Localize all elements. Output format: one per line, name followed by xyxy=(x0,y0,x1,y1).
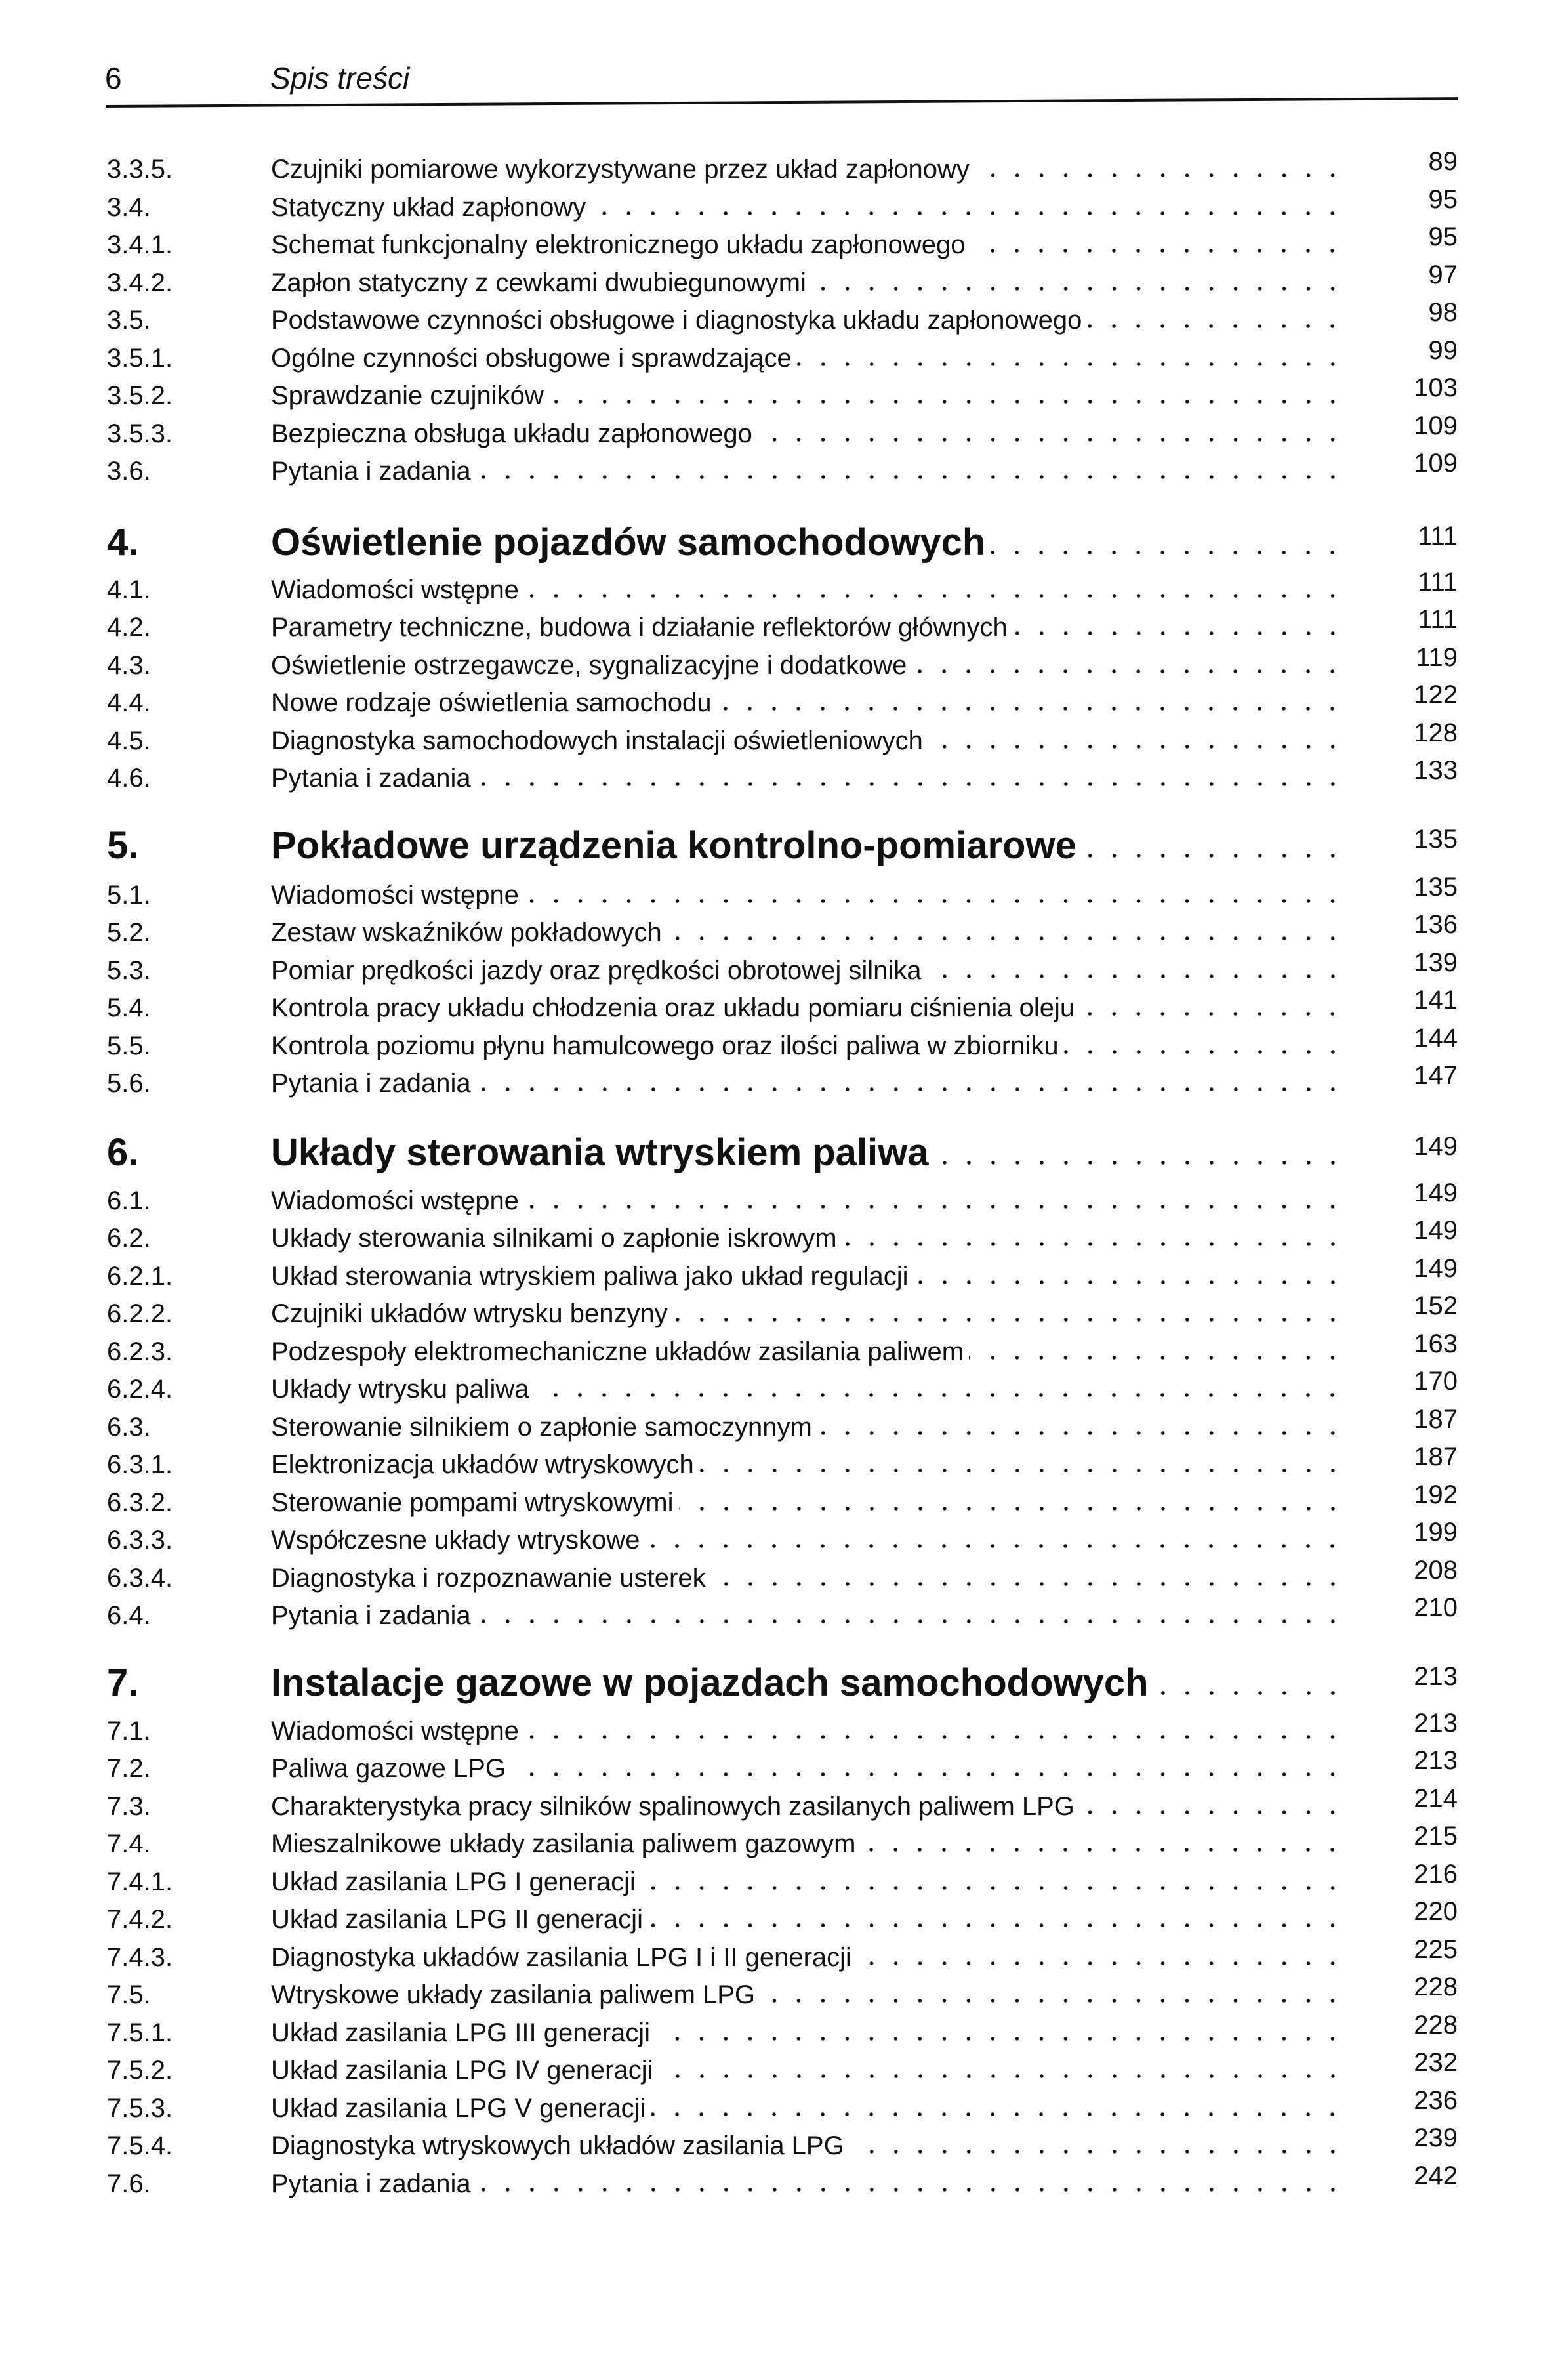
entry-title: Elektronizacja układów wtryskowych xyxy=(271,1450,694,1479)
entry-title: Podzespoły elektromechaniczne układów zasilania paliwem xyxy=(271,1337,964,1366)
entry-number: 4.1. xyxy=(107,575,151,604)
dot-leader xyxy=(648,1923,1345,1927)
entry-number: 7.4. xyxy=(107,1829,151,1858)
entry-number: 7.4.3. xyxy=(107,1943,173,1972)
dot-leader xyxy=(1080,1810,1345,1814)
entry-number: 6.2.4. xyxy=(107,1375,173,1404)
entry-title: Czujniki pomiarowe wykorzystywane przez układ zapłonowy xyxy=(271,155,970,184)
toc-entry[interactable] xyxy=(107,568,1458,606)
entry-page: 163 xyxy=(1414,1329,1458,1358)
dot-leader xyxy=(711,1582,1345,1586)
entry-page: 95 xyxy=(1428,185,1458,214)
toc-entry[interactable] xyxy=(107,2086,1458,2124)
dot-leader xyxy=(861,1848,1345,1852)
entry-number: 3.5.3. xyxy=(107,419,173,448)
entry-number: 7.2. xyxy=(107,1754,151,1783)
entry-page: 216 xyxy=(1414,1860,1458,1889)
dot-leader xyxy=(1151,1691,1345,1695)
entry-number: 6.2.1. xyxy=(107,1262,173,1291)
dot-leader xyxy=(659,2074,1345,2078)
dot-leader xyxy=(476,2188,1345,2192)
entry-page: 149 xyxy=(1414,1179,1458,1207)
entry-number: 3.4. xyxy=(107,193,151,222)
entry-title: Kontrola pracy układu chłodzenia oraz układu pomiaru ciśnienia oleju xyxy=(271,993,1075,1022)
entry-page: 89 xyxy=(1428,147,1458,176)
entry-page: 152 xyxy=(1414,1291,1458,1320)
entry-page: 192 xyxy=(1414,1480,1458,1509)
chapter-number: 5. xyxy=(107,824,139,867)
toc-entry[interactable] xyxy=(107,948,1458,986)
chapter-title: Pokładowe urządzenia kontrolno-pomiarowe xyxy=(271,824,1076,867)
entry-number: 7.4.2. xyxy=(107,1905,173,1934)
chapter-number: 4. xyxy=(107,521,139,564)
dot-leader xyxy=(651,2112,1345,2116)
running-header-title: Spis treści xyxy=(270,61,410,95)
entry-title: Układ sterowania wtryskiem paliwa jako układ regulacji xyxy=(271,1262,909,1291)
entry-title: Schemat funkcjonalny elektronicznego układu zapłonowego xyxy=(271,230,966,259)
header-rule xyxy=(106,97,1458,108)
chapter-title: Układy sterowania wtryskiem paliwa xyxy=(271,1131,929,1174)
dot-leader xyxy=(476,1619,1345,1623)
entry-title: Wiadomości wstępne xyxy=(271,575,519,604)
toc-entry[interactable] xyxy=(107,411,1458,449)
dot-leader xyxy=(927,974,1345,978)
dot-leader xyxy=(679,1507,1345,1511)
entry-number: 6.3.4. xyxy=(107,1564,173,1593)
entry-number: 4.3. xyxy=(107,651,151,680)
toc-entry[interactable] xyxy=(107,2048,1458,2086)
dot-leader xyxy=(1013,631,1345,635)
entry-number: 6.3.2. xyxy=(107,1488,173,1517)
entry-number: 4.6. xyxy=(107,764,151,793)
entry-page: 128 xyxy=(1414,719,1458,747)
entry-page: 199 xyxy=(1414,1518,1458,1547)
toc-entry[interactable] xyxy=(107,2011,1458,2049)
toc-entry[interactable] xyxy=(107,680,1458,719)
entry-page: 232 xyxy=(1414,2048,1458,2077)
dot-leader xyxy=(932,1161,1345,1165)
toc-entry[interactable] xyxy=(107,1556,1458,1594)
entry-page: 99 xyxy=(1428,336,1458,365)
dot-leader xyxy=(667,936,1345,940)
toc-entry[interactable] xyxy=(107,1822,1458,1860)
entry-title: Układ zasilania LPG V generacji xyxy=(271,2094,646,2123)
entry-title: Podstawowe czynności obsługowe i diagnostyka układu zapłonowego xyxy=(271,306,1082,335)
entry-title: Układy wtrysku paliwa xyxy=(271,1375,529,1404)
entry-page: 119 xyxy=(1416,643,1458,672)
entry-title: Układ zasilania LPG III generacji xyxy=(271,2018,651,2047)
toc-entry[interactable] xyxy=(107,1480,1458,1518)
entry-title: Oświetlenie ostrzegawcze, sygnalizacyjne i dodatkowe xyxy=(271,651,907,680)
dot-leader xyxy=(797,362,1345,366)
dot-leader xyxy=(476,782,1345,786)
entry-title: Zapłon statyczny z cewkami dwubiegunowymi xyxy=(271,268,806,297)
dot-leader xyxy=(645,1544,1345,1548)
entry-page: 136 xyxy=(1414,910,1458,939)
entry-page: 109 xyxy=(1414,449,1458,478)
dot-leader xyxy=(760,1999,1345,2003)
entry-title: Czujniki układów wtrysku benzyny xyxy=(271,1299,668,1328)
entry-number: 5.5. xyxy=(107,1032,151,1060)
entry-page: 141 xyxy=(1414,986,1458,1014)
toc-entry[interactable] xyxy=(107,222,1458,261)
entry-title: Układ zasilania LPG IV generacji xyxy=(271,2056,653,2085)
entry-page: 133 xyxy=(1414,756,1458,785)
entry-title: Ogólne czynności obsługowe i sprawdzające xyxy=(271,344,792,373)
entry-title: Wiadomości wstępne xyxy=(271,1186,519,1215)
toc-entry[interactable] xyxy=(107,643,1458,681)
dot-leader xyxy=(857,1961,1345,1965)
dot-leader xyxy=(476,475,1345,479)
entry-title: Diagnostyka wtryskowych układów zasilania LPG xyxy=(271,2131,844,2160)
toc-entry[interactable] xyxy=(107,1061,1458,1099)
entry-page: 215 xyxy=(1414,1822,1458,1850)
entry-title: Współczesne układy wtryskowe xyxy=(271,1526,640,1555)
toc-chapter-7[interactable] xyxy=(107,1661,1458,1705)
entry-page: 111 xyxy=(1418,568,1458,596)
entry-page: 220 xyxy=(1414,1897,1458,1926)
toc-entry[interactable] xyxy=(107,1935,1458,1973)
toc-entry[interactable] xyxy=(107,756,1458,794)
entry-number: 5.6. xyxy=(107,1069,151,1098)
entry-page: 135 xyxy=(1414,873,1458,902)
toc-entry[interactable] xyxy=(107,147,1458,185)
chapter-page: 135 xyxy=(1414,825,1458,854)
dot-leader xyxy=(912,669,1345,673)
chapter-title: Instalacje gazowe w pojazdach samochodowych xyxy=(271,1661,1149,1704)
dot-leader xyxy=(591,211,1345,215)
toc-chapter-4[interactable] xyxy=(107,521,1458,564)
entry-number: 3.5. xyxy=(107,306,151,335)
entry-title: Bezpieczna obsługa układu zapłonowego xyxy=(271,419,752,448)
toc-entry[interactable] xyxy=(107,986,1458,1024)
toc-entry[interactable] xyxy=(107,1518,1458,1556)
chapter-page: 149 xyxy=(1414,1132,1458,1161)
entry-number: 7.1. xyxy=(107,1717,151,1745)
entry-title: Mieszalnikowe układy zasilania paliwem gazowym xyxy=(271,1829,856,1858)
entry-number: 6.1. xyxy=(107,1186,151,1215)
dot-leader xyxy=(699,1469,1345,1472)
entry-page: 144 xyxy=(1414,1024,1458,1053)
entry-number: 6.2.2. xyxy=(107,1299,173,1328)
entry-page: 111 xyxy=(1418,605,1458,634)
entry-page: 149 xyxy=(1414,1216,1458,1245)
entry-page: 103 xyxy=(1414,373,1458,402)
toc-entry[interactable] xyxy=(107,1367,1458,1405)
page-number: 6 xyxy=(105,61,122,95)
entry-title: Wiadomości wstępne xyxy=(271,881,519,909)
toc-entry[interactable] xyxy=(107,873,1458,911)
toc-entry[interactable] xyxy=(107,1709,1458,1747)
entry-page: 225 xyxy=(1414,1935,1458,1964)
dot-leader xyxy=(811,287,1345,291)
entry-number: 7.5. xyxy=(107,1980,151,2009)
toc-entry[interactable] xyxy=(107,719,1458,757)
toc-entry[interactable] xyxy=(107,2161,1458,2200)
entry-number: 7.5.2. xyxy=(107,2056,173,2085)
entry-number: 7.3. xyxy=(107,1792,151,1821)
dot-leader xyxy=(970,249,1345,253)
chapter-title: Oświetlenie pojazdów samochodowych xyxy=(271,521,986,564)
dot-leader xyxy=(914,1280,1345,1284)
dot-leader xyxy=(511,1772,1345,1776)
dot-leader xyxy=(1064,1050,1345,1054)
entry-number: 4.4. xyxy=(107,688,151,717)
entry-number: 3.5.2. xyxy=(107,381,173,410)
entry-title: Parametry techniczne, budowa i działanie reflektorów głównych xyxy=(271,613,1008,642)
entry-page: 239 xyxy=(1414,2123,1458,2152)
toc-entry[interactable] xyxy=(107,1746,1458,1784)
dot-leader xyxy=(988,551,1345,554)
toc-entry[interactable] xyxy=(107,1897,1458,1935)
entry-page: 139 xyxy=(1414,948,1458,977)
toc-entry[interactable] xyxy=(107,1973,1458,2011)
entry-title: Kontrola poziomu płynu hamulcowego oraz ilości paliwa w zbiorniku xyxy=(271,1032,1059,1060)
toc-entry[interactable] xyxy=(107,1216,1458,1254)
entry-number: 6.3.3. xyxy=(107,1526,173,1555)
entry-number: 3.4.1. xyxy=(107,230,173,259)
entry-title: Wiadomości wstępne xyxy=(271,1717,519,1745)
toc-entry[interactable] xyxy=(107,605,1458,643)
entry-title: Diagnostyka układów zasilania LPG I i II generacji xyxy=(271,1943,851,1972)
dot-leader xyxy=(524,1205,1345,1209)
dot-leader xyxy=(1080,1012,1345,1016)
entry-number: 6.3.1. xyxy=(107,1450,173,1479)
entry-page: 187 xyxy=(1414,1405,1458,1434)
entry-title: Charakterystyka pracy silników spalinowych zasilanych paliwem LPG xyxy=(271,1792,1075,1821)
entry-title: Sprawdzanie czujników xyxy=(271,381,544,410)
entry-page: 95 xyxy=(1428,222,1458,251)
entry-page: 242 xyxy=(1414,2161,1458,2190)
toc-entry[interactable] xyxy=(107,910,1458,948)
toc-chapter-5[interactable] xyxy=(107,824,1458,867)
chapter-page: 213 xyxy=(1414,1662,1458,1691)
entry-number: 3.4.2. xyxy=(107,268,173,297)
entry-title: Układ zasilania LPG I generacji xyxy=(271,1868,636,1896)
entry-page: 214 xyxy=(1414,1784,1458,1813)
entry-title: Zestaw wskaźników pokładowych xyxy=(271,918,662,947)
entry-page: 187 xyxy=(1414,1442,1458,1471)
entry-page: 98 xyxy=(1428,298,1458,327)
dot-leader xyxy=(641,1886,1345,1890)
chapter-number: 7. xyxy=(107,1661,139,1704)
dot-leader xyxy=(524,1735,1345,1739)
entry-number: 3.3.5. xyxy=(107,155,173,184)
toc-entry[interactable] xyxy=(107,1024,1458,1062)
toc-entry[interactable] xyxy=(107,1442,1458,1480)
dot-leader xyxy=(842,1242,1345,1246)
dot-leader xyxy=(476,1087,1345,1091)
entry-title: Układ zasilania LPG II generacji xyxy=(271,1905,643,1934)
entry-number: 5.2. xyxy=(107,918,151,947)
entry-title: Pytania i zadania xyxy=(271,1601,471,1630)
entry-number: 5.1. xyxy=(107,881,151,909)
toc-entry[interactable] xyxy=(107,336,1458,374)
toc-entry[interactable] xyxy=(107,261,1458,299)
entry-number: 3.6. xyxy=(107,457,151,486)
toc-entry[interactable] xyxy=(107,298,1458,336)
dot-leader xyxy=(975,173,1345,177)
dot-leader xyxy=(928,745,1345,749)
entry-number: 5.3. xyxy=(107,956,151,985)
entry-title: Statyczny układ zapłonowy xyxy=(271,193,586,222)
entry-number: 6.2. xyxy=(107,1224,151,1253)
toc-entry[interactable] xyxy=(107,1179,1458,1217)
entry-title: Wtryskowe układy zasilania paliwem LPG xyxy=(271,1980,756,2009)
entry-title: Paliwa gazowe LPG xyxy=(271,1754,506,1783)
chapter-page: 111 xyxy=(1418,522,1458,551)
dot-leader xyxy=(716,707,1345,711)
dot-leader xyxy=(549,400,1345,404)
entry-number: 4.5. xyxy=(107,726,151,755)
entry-number: 7.4.1. xyxy=(107,1868,173,1896)
dot-leader xyxy=(969,1356,1345,1360)
dot-leader xyxy=(673,1318,1345,1322)
toc-entry[interactable] xyxy=(107,1860,1458,1898)
entry-number: 7.5.4. xyxy=(107,2131,173,2160)
toc-entry[interactable] xyxy=(107,1254,1458,1292)
toc-entry[interactable] xyxy=(107,1784,1458,1822)
chapter-number: 6. xyxy=(107,1131,139,1174)
entry-page: 228 xyxy=(1414,2011,1458,2039)
entry-title: Pytania i zadania xyxy=(271,1069,471,1098)
dot-leader xyxy=(850,2150,1345,2154)
dot-leader xyxy=(1087,324,1345,328)
entry-title: Sterowanie silnikiem o zapłonie samoczynnym xyxy=(271,1413,812,1442)
entry-number: 6.4. xyxy=(107,1601,151,1630)
dot-leader xyxy=(817,1431,1345,1435)
toc-entry[interactable] xyxy=(107,1405,1458,1443)
dot-leader xyxy=(524,594,1345,598)
entry-page: 208 xyxy=(1414,1556,1458,1585)
entry-page: 228 xyxy=(1414,1973,1458,2001)
entry-title: Pytania i zadania xyxy=(271,764,471,793)
entry-number: 7.5.3. xyxy=(107,2094,173,2123)
entry-page: 149 xyxy=(1414,1254,1458,1283)
entry-page: 109 xyxy=(1414,411,1458,440)
entry-page: 210 xyxy=(1414,1593,1458,1622)
toc-entry[interactable] xyxy=(107,1291,1458,1329)
entry-number: 7.5.1. xyxy=(107,2018,173,2047)
toc-entry[interactable] xyxy=(107,449,1458,487)
entry-title: Pytania i zadania xyxy=(271,2169,471,2198)
entry-page: 213 xyxy=(1414,1709,1458,1738)
entry-page: 213 xyxy=(1414,1746,1458,1775)
dot-leader xyxy=(655,2037,1345,2041)
entry-number: 7.6. xyxy=(107,2169,151,2198)
toc-entry[interactable] xyxy=(107,373,1458,411)
entry-title: Diagnostyka i rozpoznawanie usterek xyxy=(271,1564,706,1593)
toc-entry[interactable] xyxy=(107,2123,1458,2161)
entry-page: 122 xyxy=(1414,680,1458,709)
dot-leader xyxy=(1079,854,1345,858)
entry-number: 3.5.1. xyxy=(107,344,173,373)
entry-page: 170 xyxy=(1414,1367,1458,1396)
entry-title: Diagnostyka samochodowych instalacji oświetleniowych xyxy=(271,726,923,755)
toc-chapter-6[interactable] xyxy=(107,1131,1458,1175)
entry-title: Sterowanie pompami wtryskowymi xyxy=(271,1488,674,1517)
toc-entry[interactable] xyxy=(107,1593,1458,1631)
entry-number: 6.3. xyxy=(107,1413,151,1442)
entry-title: Pomiar prędkości jazdy oraz prędkości obrotowej silnika xyxy=(271,956,922,985)
entry-number: 6.2.3. xyxy=(107,1337,173,1366)
entry-title: Nowe rodzaje oświetlenia samochodu xyxy=(271,688,712,717)
toc-entry[interactable] xyxy=(107,185,1458,223)
toc-entry[interactable] xyxy=(107,1329,1458,1367)
dot-leader xyxy=(534,1393,1345,1397)
dot-leader xyxy=(758,438,1345,442)
entry-number: 5.4. xyxy=(107,993,151,1022)
entry-title: Pytania i zadania xyxy=(271,457,471,486)
entry-page: 97 xyxy=(1428,261,1458,289)
entry-page: 147 xyxy=(1414,1061,1458,1090)
entry-title: Układy sterowania silnikami o zapłonie iskrowym xyxy=(271,1224,837,1253)
dot-leader xyxy=(524,899,1345,903)
entry-number: 4.2. xyxy=(107,613,151,642)
entry-page: 236 xyxy=(1414,2086,1458,2115)
